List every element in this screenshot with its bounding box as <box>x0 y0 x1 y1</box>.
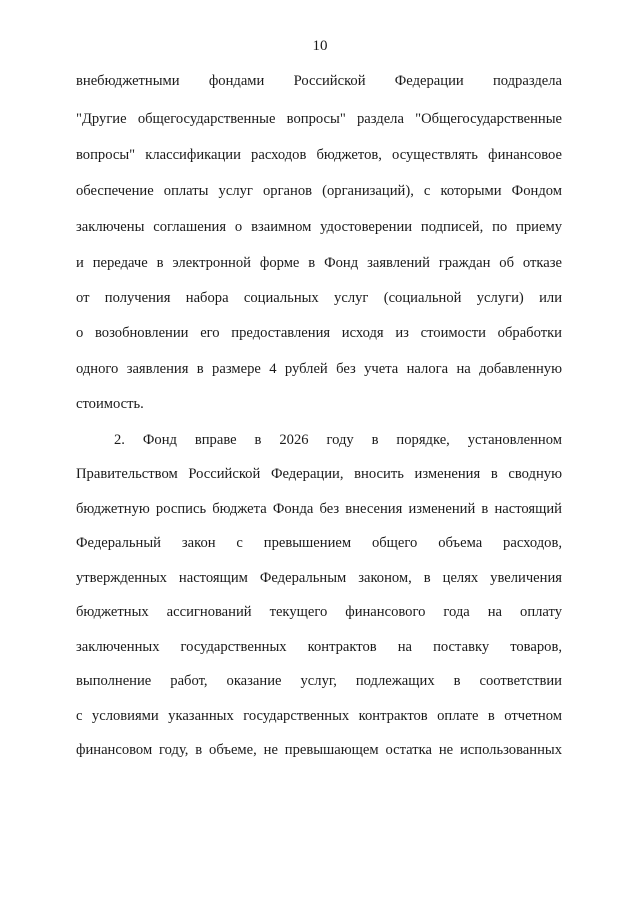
text-line: Правительством Российской Федерации, вносить изменения в сводную <box>76 466 562 482</box>
text-line: "Другие общегосударственные вопросы" раздела "Общегосударственные <box>76 111 562 127</box>
text-line: заключены соглашения о взаимном удостоверении подписей, по приему <box>76 219 562 235</box>
text-line: выполнение работ, оказание услуг, подлежащих в соответствии <box>76 673 562 689</box>
text-line: о возобновлении его предоставления исходя из стоимости обработки <box>76 325 562 341</box>
text-line: одного заявления в размере 4 рублей без учета налога на добавленную <box>76 361 562 377</box>
text-line: Федеральный закон с превышением общего объема расходов, <box>76 535 562 551</box>
text-line: внебюджетными фондами Российской Федерации подраздела <box>76 73 562 89</box>
page-number: 10 <box>312 38 328 54</box>
text-line: заключенных государственных контрактов на поставку товаров, <box>76 639 562 655</box>
text-line: финансовом году, в объеме, не превышающем остатка не использованных <box>76 742 562 758</box>
text-line: обеспечение оплаты услуг органов (организаций), с которыми Фондом <box>76 183 562 199</box>
text-line: от получения набора социальных услуг (социальной услуги) или <box>76 290 562 306</box>
paragraph-first-line: 2. Фонд вправе в 2026 году в порядке, установленном <box>114 432 562 448</box>
text-line: с условиями указанных государственных контрактов оплате в отчетном <box>76 708 562 724</box>
text-line: стоимость. <box>76 396 144 412</box>
text-line: и передаче в электронной форме в Фонд заявлений граждан об отказе <box>76 255 562 271</box>
text-line: бюджетных ассигнований текущего финансового года на оплату <box>76 604 562 620</box>
text-line: вопросы" классификации расходов бюджетов, осуществлять финансовое <box>76 147 562 163</box>
text-line: бюджетную роспись бюджета Фонда без внесения изменений в настоящий <box>76 501 562 517</box>
text-line: утвержденных настоящим Федеральным законом, в целях увеличения <box>76 570 562 586</box>
